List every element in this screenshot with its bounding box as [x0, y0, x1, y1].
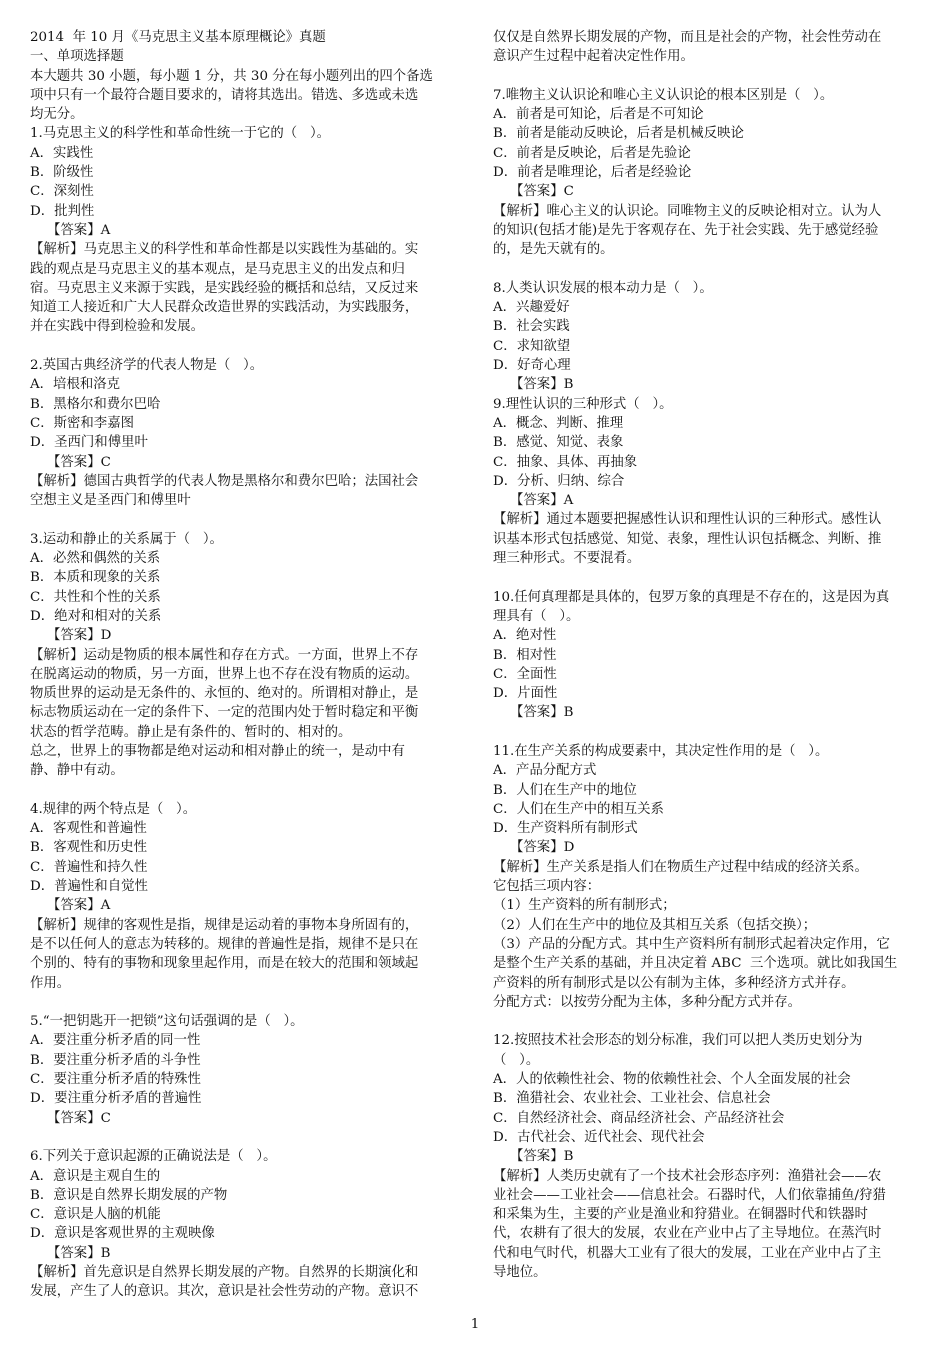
- blank-line: [493, 568, 921, 587]
- text-line: 的，是先天就有的。: [493, 242, 614, 258]
- text-line: D．批判性: [30, 203, 95, 219]
- text-line: 【解析】德国古典哲学的代表人物是黑格尔和费尔巴哈；法国社会: [30, 473, 419, 489]
- text-line: A．意识是主观自生的: [30, 1168, 161, 1184]
- text-line: 知道工人接近和广大人民群众改造世界的实践活动，为实践服务，: [30, 300, 419, 316]
- text-line: 发展，产生了人的意识。其次，意识是社会性劳动的产物。意识不: [30, 1284, 419, 1300]
- text-line: D．圣西门和傅里叶: [30, 435, 148, 451]
- text-line: 2.英国古典经济学的代表人物是（ ）。: [30, 358, 264, 374]
- left-column: [30, 28, 454, 1302]
- text-line: A．要注重分析矛盾的同一性: [30, 1033, 201, 1049]
- text-line: C．普遍性和持久性: [30, 859, 148, 875]
- text-line: 【解析】运动是物质的根本属性和存在方式。一方面，世界上不存: [30, 647, 419, 663]
- right-column: [493, 28, 921, 1282]
- blank-line: [493, 723, 921, 742]
- blank-line: [30, 337, 454, 356]
- text-line: 它包括三项内容：: [493, 879, 601, 895]
- text-line: A．概念、判断、推理: [493, 415, 624, 431]
- blank-line: [493, 260, 921, 279]
- text-line: 分配方式：以按劳分配为主体，多种分配方式并存。: [493, 994, 801, 1010]
- text-line: B．人们在生产中的地位: [493, 782, 637, 798]
- text-line: （3）产品的分配方式。其中生产资料所有制形式起着决定作用，它: [493, 936, 890, 952]
- text-line: 理具有（ ）。: [493, 608, 580, 624]
- text-line: A．客观性和普遍性: [30, 821, 147, 837]
- text-line: A．人的依赖性社会、物的依赖性社会、个人全面发展的社会: [493, 1072, 851, 1088]
- text-line: C．斯密和李嘉图: [30, 415, 134, 431]
- text-line: 【解析】首先意识是自然界长期发展的产物。自然界的长期演化和: [30, 1265, 419, 1280]
- text-line: 和采集为生，主要的产业是渔业和狩猎业。在铜器时代和铁器时: [493, 1207, 868, 1223]
- text-line: 并在实践中得到检验和发展。: [30, 319, 205, 335]
- text-line: （ ）。: [493, 1052, 540, 1068]
- text-line: C．自然经济社会、商品经济社会、产品经济社会: [493, 1110, 785, 1126]
- text-line: 【解析】生产关系是指人们在物质生产过程中结成的经济关系。: [493, 859, 868, 875]
- text-line: A．兴趣爱好: [493, 300, 570, 316]
- text-line: A．实践性: [30, 145, 94, 161]
- text-line: C．共性和个性的关系: [30, 589, 161, 605]
- text-line: B．前者是能动反映论，后者是机械反映论: [493, 126, 744, 142]
- text-line: 【答案】B: [493, 705, 574, 721]
- text-line: 1.马克思主义的科学性和革命性统一于它的（ ）。: [30, 126, 331, 142]
- text-line: 是整个生产关系的基础，并且决定着 ABC 三个选项。就比如我国生: [493, 956, 898, 972]
- text-line: C．前者是反映论，后者是先验论: [493, 145, 691, 161]
- text-line: 3.运动和静止的关系属于（ ）。: [30, 531, 223, 547]
- text-line: 2014 年 10 月《马克思主义基本原理概论》真题: [30, 30, 326, 45]
- text-line: B．社会实践: [493, 319, 570, 335]
- text-line: 【答案】D: [30, 628, 112, 644]
- blank-line: [493, 1012, 921, 1031]
- text-line: D．普遍性和自觉性: [30, 879, 148, 895]
- text-line: A．绝对性: [493, 628, 557, 644]
- blank-line: [30, 1128, 454, 1147]
- text-line: 本大题共 30 小题，每小题 1 分，共 30 分在每小题列出的四个备选: [30, 68, 433, 84]
- text-line: 4.规律的两个特点是（ ）。: [30, 801, 197, 817]
- text-line: A．前者是可知论，后者是不可知论: [493, 107, 704, 123]
- text-line: 10.任何真理都是具体的，包罗万象的真理是不存在的，这是因为真: [493, 589, 890, 605]
- text-line: 【解析】唯心主义的认识论。同唯物主义的反映论相对立。认为人: [493, 203, 882, 219]
- text-line: 践的观点是马克思主义的基本观点，是马克思主义的出发点和归: [30, 261, 405, 277]
- text-line: 状态的哲学范畴。静止是有条件的、暂时的、相对的。: [30, 724, 352, 740]
- text-line: 个别的、特有的事物和现象里起作用，而是在较大的范围和领域起: [30, 956, 419, 972]
- text-line: C．求知欲望: [493, 338, 571, 354]
- text-line: 是不以任何人的意志为转移的。规律的普遍性是指，规律不是只在: [30, 936, 419, 952]
- text-line: C．全面性: [493, 666, 557, 682]
- text-line: C．意识是人脑的机能: [30, 1207, 161, 1223]
- text-line: 导地位。: [493, 1265, 547, 1280]
- text-line: 【答案】C: [30, 1110, 111, 1126]
- text-line: 【答案】C: [493, 184, 574, 200]
- text-line: 识基本形式包括感觉、知觉、表象，理性认识包括概念、判断、推: [493, 531, 882, 547]
- text-line: B．要注重分析矛盾的斗争性: [30, 1052, 201, 1068]
- text-line: 【解析】马克思主义的科学性和革命性都是以实践性为基础的。实: [30, 242, 419, 258]
- text-line: 【答案】A: [30, 898, 111, 914]
- text-line: 【解析】人类历史就有了一个技术社会形态序列：渔猎社会——农: [493, 1168, 882, 1184]
- text-line: 【答案】D: [493, 840, 575, 856]
- text-line: 【答案】C: [30, 454, 111, 470]
- text-line: 代，农耕有了很大的发展，农业在产业中占了主导地位。在蒸汽时: [493, 1226, 882, 1242]
- text-line: B．意识是自然界长期发展的产物: [30, 1187, 228, 1203]
- text-line: 的知识(包括才能)是先于客观存在、先于社会实践、先于感觉经验: [493, 222, 879, 238]
- text-line: B．本质和现象的关系: [30, 570, 161, 586]
- blank-line: [30, 510, 454, 529]
- text-line: （2）人们在生产中的地位及其相互关系（包括交换）；: [493, 917, 817, 933]
- text-line: D．古代社会、近代社会、现代社会: [493, 1129, 705, 1145]
- text-line: 仅仅是自然界长期发展的产物，而且是社会的产物，社会性劳动在: [493, 30, 882, 45]
- text-line: C．抽象、具体、再抽象: [493, 454, 638, 470]
- text-line: 总之，世界上的事物都是绝对运动和相对静止的统一，是动中有: [30, 743, 405, 759]
- text-line: A．培根和洛克: [30, 377, 121, 393]
- text-line: B．黑格尔和费尔巴哈: [30, 396, 161, 412]
- text-line: 空想主义是圣西门和傅里叶: [30, 493, 191, 509]
- text-line: 代和电气时代，机器大工业有了很大的发展，工业在产业中占了主: [493, 1245, 882, 1261]
- text-line: 标志物质运动在一定的条件下、一定的范围内处于暂时稳定和平衡: [30, 705, 419, 721]
- text-line: 6.下列关于意识起源的正确说法是（ ）。: [30, 1149, 277, 1165]
- text-line: 【答案】B: [493, 1149, 574, 1165]
- text-line: 理三种形式。不要混肴。: [493, 551, 641, 567]
- text-line: D．绝对和相对的关系: [30, 608, 162, 624]
- blank-line: [30, 781, 454, 800]
- text-line: D．片面性: [493, 686, 558, 702]
- text-line: D．意识是客观世界的主观映像: [30, 1226, 215, 1242]
- text-line: D．好奇心理: [493, 358, 571, 374]
- text-line: B．相对性: [493, 647, 557, 663]
- text-line: 宿。马克思主义来源于实践，是实践经验的概括和总结，又反过来: [30, 280, 419, 296]
- text-line: 物质世界的运动是无条件的、永恒的、绝对的。所谓相对静止，是: [30, 686, 419, 702]
- page-number: 1: [470, 1317, 480, 1332]
- text-line: 【答案】B: [30, 1245, 111, 1261]
- blank-line: [30, 993, 454, 1012]
- text-line: 静、静中有动。: [30, 763, 124, 779]
- text-line: 项中只有一个最符合题目要求的，请将其选出。错选、多选或未选: [30, 87, 419, 103]
- text-line: 在脱离运动的物质，另一方面，世界上也不存在没有物质的运动。: [30, 666, 419, 682]
- text-line: A．产品分配方式: [493, 763, 597, 779]
- text-line: B．客观性和历史性: [30, 840, 147, 856]
- text-line: D．分析、归纳、综合: [493, 473, 625, 489]
- text-line: D．要注重分析矛盾的普遍性: [30, 1091, 202, 1107]
- text-line: B．阶级性: [30, 165, 94, 181]
- text-line: B．感觉、知觉、表象: [493, 435, 624, 451]
- text-line: 【解析】规律的客观性是指，规律是运动着的事物本身所固有的，: [30, 917, 419, 933]
- text-line: 意识产生过程中起着决定性作用。: [493, 49, 694, 65]
- text-line: B．渔猎社会、农业社会、工业社会、信息社会: [493, 1091, 771, 1107]
- text-line: 一、单项选择题: [30, 49, 124, 65]
- text-line: 业社会——工业社会——信息社会。石器时代，人们依靠捕鱼/狩猎: [493, 1187, 886, 1203]
- text-line: C．深刻性: [30, 184, 94, 200]
- text-line: 9.理性认识的三种形式（ ）。: [493, 396, 673, 412]
- text-line: C．人们在生产中的相互关系: [493, 801, 664, 817]
- text-line: 8.人类认识发展的根本动力是（ ）。: [493, 280, 713, 296]
- text-line: 作用。: [30, 975, 71, 991]
- text-line: 【答案】A: [30, 222, 111, 238]
- text-line: 12.按照技术社会形态的划分标准，我们可以把人类历史划分为: [493, 1033, 863, 1049]
- text-line: 均无分。: [30, 107, 84, 123]
- text-line: 产资料的所有制形式是以公有制为主体，多种经济方式并存。: [493, 975, 855, 991]
- text-line: C．要注重分析矛盾的特殊性: [30, 1072, 201, 1088]
- text-line: A．必然和偶然的关系: [30, 551, 161, 567]
- text-line: （1）生产资料的所有制形式；: [493, 898, 676, 914]
- text-line: 5.“一把钥匙开一把锁”这句话强调的是（ ）。: [30, 1014, 304, 1030]
- text-line: D．生产资料所有制形式: [493, 821, 638, 837]
- text-line: 【答案】B: [493, 377, 574, 393]
- text-line: 7.唯物主义认识论和唯心主义认识论的根本区别是（ ）。: [493, 87, 834, 103]
- text-line: 【答案】A: [493, 493, 574, 509]
- text-line: 11.在生产关系的构成要素中，其决定性作用的是（ ）。: [493, 743, 829, 759]
- text-line: D．前者是唯理论，后者是经验论: [493, 165, 692, 181]
- blank-line: [493, 67, 921, 86]
- text-line: 【解析】通过本题要把握感性认识和理性认识的三种形式。感性认: [493, 512, 882, 528]
